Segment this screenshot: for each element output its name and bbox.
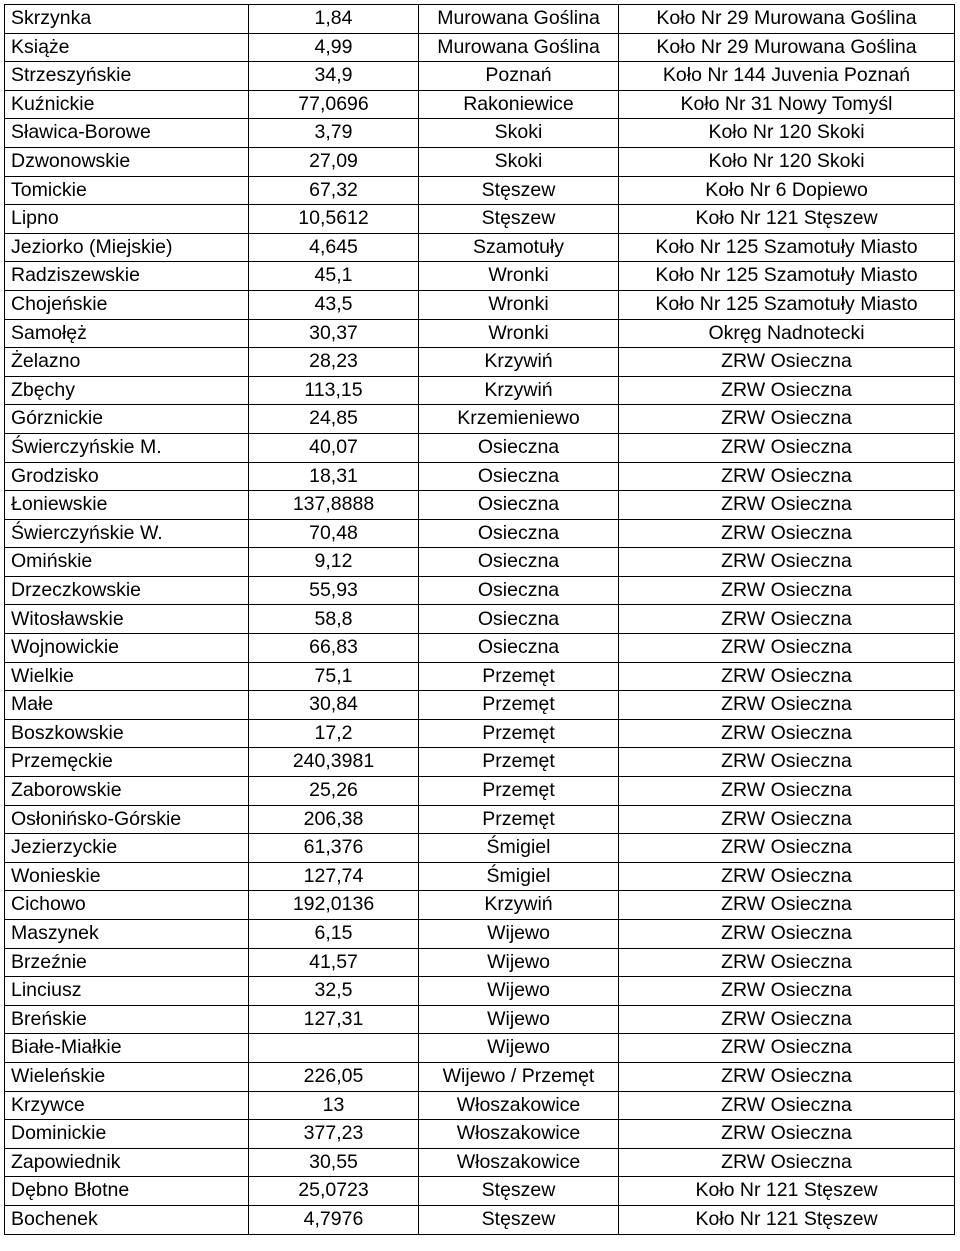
- table-row: [5, 634, 955, 663]
- table-row: [5, 948, 955, 977]
- area-cell: 28,23: [249, 348, 419, 377]
- municipality-cell: Przemęt: [419, 662, 619, 691]
- area-cell: 58,8: [249, 605, 419, 634]
- table-row: [5, 433, 955, 462]
- municipality-cell: Przemęt: [419, 805, 619, 834]
- club-cell: ZRW Osieczna: [619, 348, 955, 377]
- table-row: [5, 262, 955, 291]
- municipality-cell: Przemęt: [419, 748, 619, 777]
- area-cell: 67,32: [249, 176, 419, 205]
- municipality-cell: Szamotuły: [419, 233, 619, 262]
- municipality-cell: Krzywiń: [419, 376, 619, 405]
- club-cell: ZRW Osieczna: [619, 719, 955, 748]
- club-cell: Koło Nr 120 Skoki: [619, 147, 955, 176]
- lake-name-cell: Zaborowskie: [5, 777, 249, 806]
- club-cell: ZRW Osieczna: [619, 920, 955, 949]
- club-cell: ZRW Osieczna: [619, 862, 955, 891]
- club-cell: ZRW Osieczna: [619, 805, 955, 834]
- table-row: [5, 491, 955, 520]
- club-cell: ZRW Osieczna: [619, 1120, 955, 1149]
- table-row: [5, 1120, 955, 1149]
- lakes-table: [4, 4, 955, 1235]
- lake-name-cell: Sławica-Borowe: [5, 119, 249, 148]
- club-cell: ZRW Osieczna: [619, 376, 955, 405]
- area-cell: 30,37: [249, 319, 419, 348]
- lake-name-cell: Przemęckie: [5, 748, 249, 777]
- area-cell: 24,85: [249, 405, 419, 434]
- area-cell: 30,55: [249, 1148, 419, 1177]
- lakes-table-body: [5, 5, 955, 1235]
- lake-name-cell: Żelazno: [5, 348, 249, 377]
- club-cell: ZRW Osieczna: [619, 1062, 955, 1091]
- area-cell: 45,1: [249, 262, 419, 291]
- area-cell: 4,645: [249, 233, 419, 262]
- table-row: [5, 233, 955, 262]
- area-cell: 32,5: [249, 977, 419, 1006]
- municipality-cell: Krzemieniewo: [419, 405, 619, 434]
- municipality-cell: Osieczna: [419, 433, 619, 462]
- lake-name-cell: Zbęchy: [5, 376, 249, 405]
- club-cell: ZRW Osieczna: [619, 405, 955, 434]
- table-row: [5, 319, 955, 348]
- area-cell: 77,0696: [249, 90, 419, 119]
- municipality-cell: Poznań: [419, 62, 619, 91]
- lake-name-cell: Jeziorko (Miejskie): [5, 233, 249, 262]
- lake-name-cell: Białe-Miałkie: [5, 1034, 249, 1063]
- lake-name-cell: Wonieskie: [5, 862, 249, 891]
- area-cell: 30,84: [249, 691, 419, 720]
- lake-name-cell: Maszynek: [5, 920, 249, 949]
- lake-name-cell: Zapowiednik: [5, 1148, 249, 1177]
- table-row: [5, 662, 955, 691]
- area-cell: 18,31: [249, 462, 419, 491]
- municipality-cell: Wronki: [419, 262, 619, 291]
- club-cell: Koło Nr 29 Murowana Goślina: [619, 33, 955, 62]
- lake-name-cell: Drzeczkowskie: [5, 576, 249, 605]
- club-cell: Koło Nr 125 Szamotuły Miasto: [619, 233, 955, 262]
- municipality-cell: Włoszakowice: [419, 1120, 619, 1149]
- table-row: [5, 205, 955, 234]
- table-row: [5, 1205, 955, 1234]
- area-cell: 113,15: [249, 376, 419, 405]
- area-cell: [249, 1034, 419, 1063]
- table-row: [5, 290, 955, 319]
- municipality-cell: Wijewo / Przemęt: [419, 1062, 619, 1091]
- municipality-cell: Osieczna: [419, 634, 619, 663]
- lake-name-cell: Chojeńskie: [5, 290, 249, 319]
- club-cell: ZRW Osieczna: [619, 605, 955, 634]
- area-cell: 226,05: [249, 1062, 419, 1091]
- table-row: [5, 348, 955, 377]
- lake-name-cell: Skrzynka: [5, 5, 249, 34]
- club-cell: Koło Nr 125 Szamotuły Miasto: [619, 262, 955, 291]
- municipality-cell: Śmigiel: [419, 862, 619, 891]
- table-row: [5, 576, 955, 605]
- municipality-cell: Stęszew: [419, 205, 619, 234]
- municipality-cell: Skoki: [419, 119, 619, 148]
- municipality-cell: Osieczna: [419, 491, 619, 520]
- area-cell: 43,5: [249, 290, 419, 319]
- club-cell: ZRW Osieczna: [619, 748, 955, 777]
- lake-name-cell: Boszkowskie: [5, 719, 249, 748]
- municipality-cell: Osieczna: [419, 548, 619, 577]
- table-row: [5, 33, 955, 62]
- area-cell: 9,12: [249, 548, 419, 577]
- lake-name-cell: Witosławskie: [5, 605, 249, 634]
- club-cell: ZRW Osieczna: [619, 1091, 955, 1120]
- table-row: [5, 1062, 955, 1091]
- club-cell: Koło Nr 121 Stęszew: [619, 1177, 955, 1206]
- club-cell: ZRW Osieczna: [619, 977, 955, 1006]
- area-cell: 13: [249, 1091, 419, 1120]
- lake-name-cell: Krzywce: [5, 1091, 249, 1120]
- club-cell: ZRW Osieczna: [619, 491, 955, 520]
- club-cell: ZRW Osieczna: [619, 1034, 955, 1063]
- municipality-cell: Wronki: [419, 319, 619, 348]
- lake-name-cell: Wielkie: [5, 662, 249, 691]
- lake-name-cell: Linciusz: [5, 977, 249, 1006]
- lake-name-cell: Górznickie: [5, 405, 249, 434]
- table-row: [5, 862, 955, 891]
- club-cell: ZRW Osieczna: [619, 891, 955, 920]
- table-row: [5, 405, 955, 434]
- municipality-cell: Wijewo: [419, 948, 619, 977]
- area-cell: 70,48: [249, 519, 419, 548]
- area-cell: 41,57: [249, 948, 419, 977]
- lake-name-cell: Łoniewskie: [5, 491, 249, 520]
- lake-name-cell: Wojnowickie: [5, 634, 249, 663]
- lake-name-cell: Dominickie: [5, 1120, 249, 1149]
- club-cell: Koło Nr 121 Stęszew: [619, 205, 955, 234]
- club-cell: Koło Nr 125 Szamotuły Miasto: [619, 290, 955, 319]
- table-row: [5, 920, 955, 949]
- table-row: [5, 1034, 955, 1063]
- lake-name-cell: Cichowo: [5, 891, 249, 920]
- municipality-cell: Śmigiel: [419, 834, 619, 863]
- municipality-cell: Osieczna: [419, 519, 619, 548]
- lake-name-cell: Breńskie: [5, 1005, 249, 1034]
- club-cell: ZRW Osieczna: [619, 519, 955, 548]
- club-cell: ZRW Osieczna: [619, 634, 955, 663]
- table-row: [5, 119, 955, 148]
- area-cell: 6,15: [249, 920, 419, 949]
- area-cell: 137,8888: [249, 491, 419, 520]
- club-cell: ZRW Osieczna: [619, 1005, 955, 1034]
- area-cell: 66,83: [249, 634, 419, 663]
- table-row: [5, 719, 955, 748]
- municipality-cell: Rakoniewice: [419, 90, 619, 119]
- lake-name-cell: Tomickie: [5, 176, 249, 205]
- club-cell: Koło Nr 120 Skoki: [619, 119, 955, 148]
- table-row: [5, 777, 955, 806]
- club-cell: ZRW Osieczna: [619, 662, 955, 691]
- table-row: [5, 805, 955, 834]
- club-cell: Koło Nr 6 Dopiewo: [619, 176, 955, 205]
- municipality-cell: Murowana Goślina: [419, 5, 619, 34]
- lake-name-cell: Lipno: [5, 205, 249, 234]
- municipality-cell: Krzywiń: [419, 348, 619, 377]
- municipality-cell: Przemęt: [419, 777, 619, 806]
- club-cell: Koło Nr 121 Stęszew: [619, 1205, 955, 1234]
- area-cell: 4,7976: [249, 1205, 419, 1234]
- lake-name-cell: Brzeźnie: [5, 948, 249, 977]
- area-cell: 127,31: [249, 1005, 419, 1034]
- club-cell: Koło Nr 31 Nowy Tomyśl: [619, 90, 955, 119]
- area-cell: 10,5612: [249, 205, 419, 234]
- lake-name-cell: Grodzisko: [5, 462, 249, 491]
- lake-name-cell: Wieleńskie: [5, 1062, 249, 1091]
- club-cell: Koło Nr 29 Murowana Goślina: [619, 5, 955, 34]
- area-cell: 40,07: [249, 433, 419, 462]
- club-cell: ZRW Osieczna: [619, 834, 955, 863]
- area-cell: 34,9: [249, 62, 419, 91]
- table-row: [5, 977, 955, 1006]
- table-row: [5, 147, 955, 176]
- area-cell: 127,74: [249, 862, 419, 891]
- club-cell: ZRW Osieczna: [619, 462, 955, 491]
- municipality-cell: Wijewo: [419, 977, 619, 1006]
- table-row: [5, 5, 955, 34]
- club-cell: ZRW Osieczna: [619, 948, 955, 977]
- lake-name-cell: Małe: [5, 691, 249, 720]
- area-cell: 55,93: [249, 576, 419, 605]
- area-cell: 206,38: [249, 805, 419, 834]
- area-cell: 1,84: [249, 5, 419, 34]
- area-cell: 25,26: [249, 777, 419, 806]
- area-cell: 75,1: [249, 662, 419, 691]
- lake-name-cell: Bochenek: [5, 1205, 249, 1234]
- municipality-cell: Stęszew: [419, 1205, 619, 1234]
- area-cell: 192,0136: [249, 891, 419, 920]
- municipality-cell: Przemęt: [419, 691, 619, 720]
- area-cell: 61,376: [249, 834, 419, 863]
- municipality-cell: Osieczna: [419, 576, 619, 605]
- lake-name-cell: Jezierzyckie: [5, 834, 249, 863]
- lake-name-cell: Osłonińsko-Górskie: [5, 805, 249, 834]
- lake-name-cell: Świerczyńskie M.: [5, 433, 249, 462]
- club-cell: ZRW Osieczna: [619, 548, 955, 577]
- municipality-cell: Wijewo: [419, 920, 619, 949]
- municipality-cell: Włoszakowice: [419, 1148, 619, 1177]
- lake-name-cell: Dzwonowskie: [5, 147, 249, 176]
- municipality-cell: Murowana Goślina: [419, 33, 619, 62]
- area-cell: 240,3981: [249, 748, 419, 777]
- table-row: [5, 605, 955, 634]
- club-cell: ZRW Osieczna: [619, 777, 955, 806]
- table-row: [5, 891, 955, 920]
- lake-name-cell: Dębno Błotne: [5, 1177, 249, 1206]
- lake-name-cell: Strzeszyńskie: [5, 62, 249, 91]
- lake-name-cell: Świerczyńskie W.: [5, 519, 249, 548]
- club-cell: Koło Nr 144 Juvenia Poznań: [619, 62, 955, 91]
- municipality-cell: Stęszew: [419, 176, 619, 205]
- club-cell: Okręg Nadnotecki: [619, 319, 955, 348]
- area-cell: 377,23: [249, 1120, 419, 1149]
- municipality-cell: Włoszakowice: [419, 1091, 619, 1120]
- municipality-cell: Skoki: [419, 147, 619, 176]
- area-cell: 3,79: [249, 119, 419, 148]
- table-row: [5, 1148, 955, 1177]
- municipality-cell: Wijewo: [419, 1034, 619, 1063]
- table-row: [5, 1177, 955, 1206]
- club-cell: ZRW Osieczna: [619, 433, 955, 462]
- club-cell: ZRW Osieczna: [619, 576, 955, 605]
- municipality-cell: Osieczna: [419, 605, 619, 634]
- lake-name-cell: Radziszewskie: [5, 262, 249, 291]
- municipality-cell: Wronki: [419, 290, 619, 319]
- lake-name-cell: Kuźnickie: [5, 90, 249, 119]
- lake-name-cell: Samołęż: [5, 319, 249, 348]
- municipality-cell: Krzywiń: [419, 891, 619, 920]
- table-row: [5, 62, 955, 91]
- table-row: [5, 748, 955, 777]
- table-row: [5, 834, 955, 863]
- table-row: [5, 90, 955, 119]
- municipality-cell: Osieczna: [419, 462, 619, 491]
- area-cell: 27,09: [249, 147, 419, 176]
- municipality-cell: Stęszew: [419, 1177, 619, 1206]
- table-row: [5, 519, 955, 548]
- area-cell: 17,2: [249, 719, 419, 748]
- table-row: [5, 548, 955, 577]
- table-row: [5, 462, 955, 491]
- club-cell: ZRW Osieczna: [619, 691, 955, 720]
- club-cell: ZRW Osieczna: [619, 1148, 955, 1177]
- lake-name-cell: Książe: [5, 33, 249, 62]
- table-row: [5, 376, 955, 405]
- area-cell: 25,0723: [249, 1177, 419, 1206]
- area-cell: 4,99: [249, 33, 419, 62]
- municipality-cell: Przemęt: [419, 719, 619, 748]
- table-row: [5, 691, 955, 720]
- table-row: [5, 1005, 955, 1034]
- table-row: [5, 1091, 955, 1120]
- table-row: [5, 176, 955, 205]
- municipality-cell: Wijewo: [419, 1005, 619, 1034]
- lake-name-cell: Omińskie: [5, 548, 249, 577]
